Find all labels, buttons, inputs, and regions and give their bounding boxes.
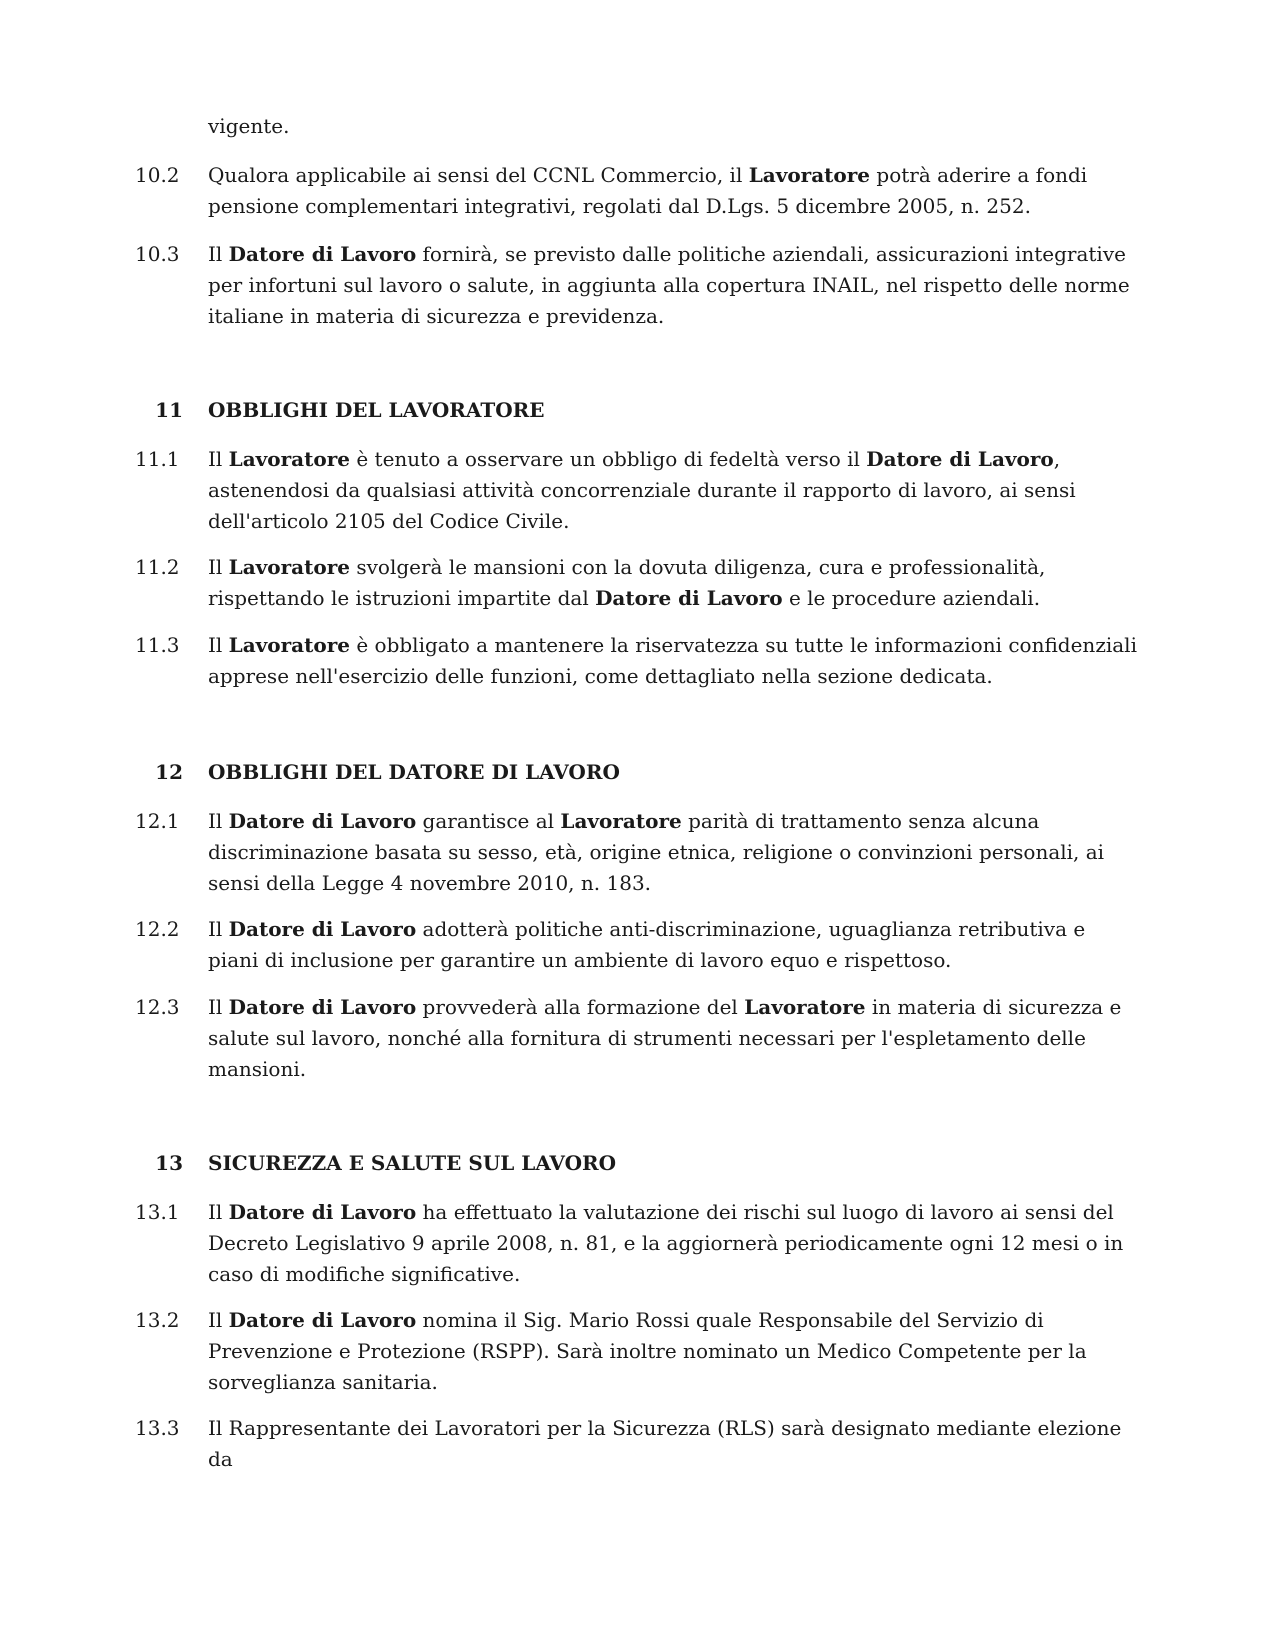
clause-text: Il Datore di Lavoro nomina il Sig. Mario Rossi quale Responsabile del Servizio di Prevenzione e Protezione (RSPP). Sarà inoltre nominato un Medico Competente per la sorveglianza sanitaria. — [208, 1308, 1087, 1394]
clause-text: Il Lavoratore svolgerà le mansioni con la dovuta diligenza, cura e professionalità, rispettando le istruzioni impartite dal Datore di Lavoro e le procedure aziendali. — [208, 555, 1046, 610]
section-title: OBBLIGHI DEL LAVORATORE — [208, 398, 545, 422]
clause-number: 12.2 — [135, 917, 180, 941]
clause-text: Il Rappresentante dei Lavoratori per la Sicurezza (RLS) sarà designato mediante elezione da — [208, 1416, 1122, 1471]
clause-text: Il Datore di Lavoro provvederà alla formazione del Lavoratore in materia di sicurezza e salute sul lavoro, nonché alla fornitura di strumenti necessari per l'espletamento delle mansioni. — [208, 995, 1122, 1081]
clause-number: 11.3 — [135, 633, 180, 657]
clause-number: 13.1 — [135, 1200, 180, 1224]
clause-number: 11.2 — [135, 555, 180, 579]
section-title: OBBLIGHI DEL DATORE DI LAVORO — [208, 760, 620, 784]
clause-number: 10.2 — [135, 163, 180, 187]
clause-text: vigente. — [208, 114, 290, 138]
clause-text: Il Datore di Lavoro fornirà, se previsto dalle politiche aziendali, assicurazioni integrative per infortuni sul lavoro o salute, in aggiunta alla copertura INAIL, nel rispetto delle norme italiane in materia di sicurezza e previdenza. — [208, 242, 1130, 328]
clause-number: 12.3 — [135, 995, 180, 1019]
section-number: 12 — [155, 760, 183, 784]
clause-text: Qualora applicabile ai sensi del CCNL Commercio, il Lavoratore potrà aderire a fondi pensione complementari integrativi, regolati dal D.Lgs. 5 dicembre 2005, n. 252. — [208, 163, 1088, 218]
clause-text: Il Datore di Lavoro ha effettuato la valutazione dei rischi sul luogo di lavoro ai sensi del Decreto Legislativo 9 aprile 2008, n. 81, e la aggiornerà periodicamente ogni 12 mesi o in caso di modifiche significative. — [208, 1200, 1124, 1286]
clause-number: 13.2 — [135, 1308, 180, 1332]
section-number: 13 — [155, 1151, 183, 1175]
section-number: 11 — [155, 398, 183, 422]
clause-number: 12.1 — [135, 809, 180, 833]
clause-text: Il Lavoratore è obbligato a mantenere la riservatezza su tutte le informazioni confidenziali apprese nell'esercizio delle funzioni, come dettagliato nella sezione dedicata. — [208, 633, 1137, 688]
section-title: SICUREZZA E SALUTE SUL LAVORO — [208, 1151, 617, 1175]
clause-number: 13.3 — [135, 1416, 180, 1440]
clause-text: Il Lavoratore è tenuto a osservare un obbligo di fedeltà verso il Datore di Lavoro, astenendosi da qualsiasi attività concorrenziale durante il rapporto di lavoro, ai sensi dell'articolo 2105 del Codice Civile. — [208, 447, 1076, 533]
clause-text: Il Datore di Lavoro garantisce al Lavoratore parità di trattamento senza alcuna discriminazione basata su sesso, età, origine etnica, religione o convinzioni personali, ai sensi della Legge 4 novembre 2010, n. 183. — [208, 809, 1105, 895]
clause-text: Il Datore di Lavoro adotterà politiche anti-discriminazione, uguaglianza retributiva e piani di inclusione per garantire un ambiente di lavoro equo e rispettoso. — [208, 917, 1086, 972]
clause-number: 10.3 — [135, 242, 180, 266]
clause-number: 11.1 — [135, 447, 180, 471]
